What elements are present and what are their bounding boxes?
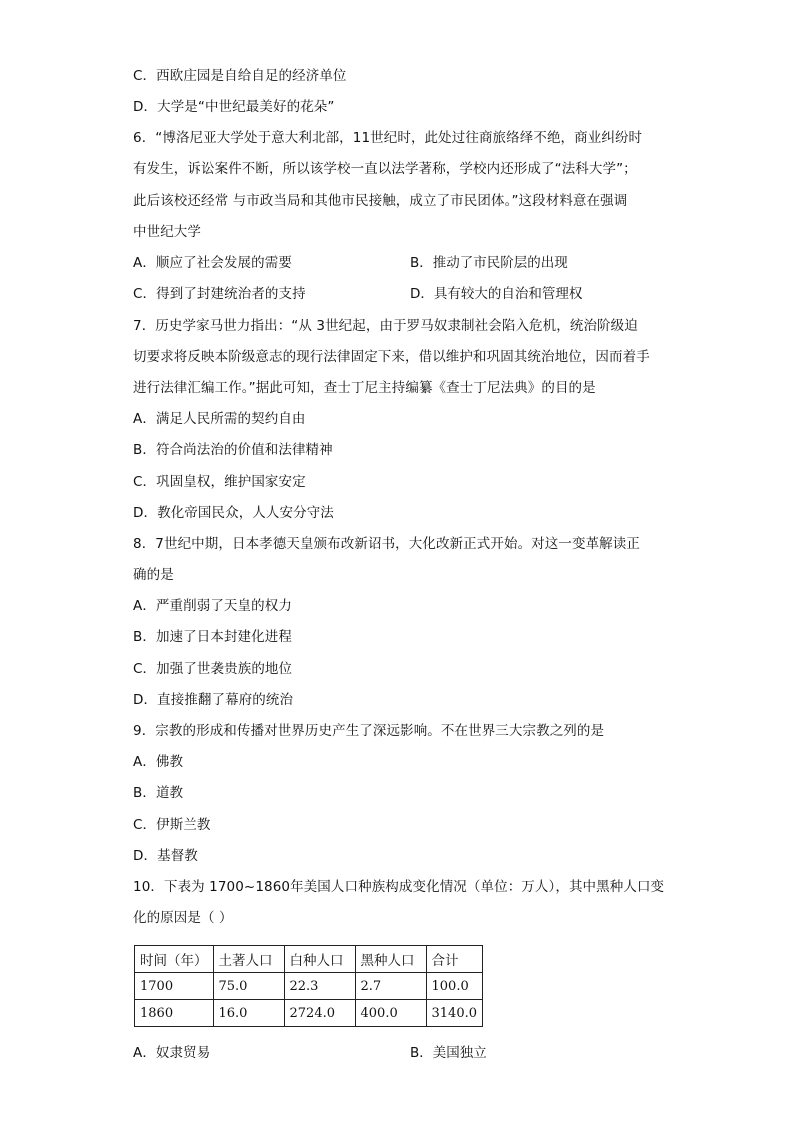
table-cell: 2724.0 — [284, 1000, 355, 1027]
table-row — [135, 1000, 483, 1027]
q8-stem-line-2: 确的是 — [133, 567, 174, 583]
q9-option-d: D．基督教 — [133, 848, 198, 864]
q5-option-d: D．大学是“中世纪最美好的花朵” — [133, 99, 335, 115]
q7-stem-line-2: 切要求将反映本阶级意志的现行法律固定下来，借以维护和巩固其统治地位，因而着手 — [133, 349, 650, 365]
population-table — [134, 945, 483, 1027]
table-header-cell: 合计 — [426, 946, 483, 973]
table-cell: 400.0 — [355, 1000, 426, 1027]
q6-stem-line-2: 有发生，诉讼案件不断，所以该学校一直以法学著称，学校内还形成了“法科大学”； — [133, 161, 637, 177]
q10-stem-line-2: 化的原因是（ ） — [133, 910, 233, 926]
table-header-cell: 黑种人口 — [355, 946, 426, 973]
q6-stem-line-4: 中世纪大学 — [133, 224, 201, 240]
q10-stem-line-1: 10．下表为 1700~1860年美国人口种族构成变化情况（单位：万人），其中黑种人口变 — [133, 879, 665, 895]
table-cell: 2.7 — [355, 973, 426, 1000]
q7-option-d: D．教化帝国民众，人人安分守法 — [133, 505, 334, 521]
q9-option-a: A．佛教 — [133, 754, 184, 770]
q5-option-c: C．西欧庄园是自给自足的经济单位 — [133, 68, 347, 84]
table-header-row — [135, 946, 483, 973]
q7-stem-line-3: 进行法律汇编工作。”据此可知，查士丁尼主持编纂《查士丁尼法典》的目的是 — [133, 380, 596, 396]
q6-option-c: C．得到了封建统治者的支持 — [133, 286, 306, 302]
table-row — [135, 973, 483, 1000]
q10-option-a: A．奴隶贸易 — [133, 1045, 211, 1061]
table-cell: 1860 — [135, 1000, 214, 1027]
q6-stem-line-1: 6．“博洛尼亚大学处于意大利北部，11世纪时，此处过往商旅络绎不绝，商业纠纷时 — [133, 130, 643, 146]
q8-option-a: A．严重削弱了天皇的权力 — [133, 598, 292, 614]
q6-option-a: A．顺应了社会发展的需要 — [133, 255, 292, 271]
table-header-cell: 土著人口 — [213, 946, 284, 973]
table-cell: 100.0 — [426, 973, 483, 1000]
q6-option-d: D．具有较大的自治和管理权 — [410, 286, 583, 302]
q7-option-a: A．满足人民所需的契约自由 — [133, 411, 306, 427]
q10-option-b: B．美国独立 — [410, 1045, 487, 1061]
table-cell: 1700 — [135, 973, 214, 1000]
q7-stem-line-1: 7．历史学家马世力指出：“从 3世纪起，由于罗马奴隶制社会陷入危机，统治阶级迫 — [133, 318, 638, 334]
table-header-cell: 白种人口 — [284, 946, 355, 973]
q8-option-c: C．加强了世袭贵族的地位 — [133, 661, 293, 677]
q8-stem-line-1: 8．7世纪中期，日本孝德天皇颁布改新诏书，大化改新正式开始。对这一变革解读正 — [133, 536, 640, 552]
q6-option-b: B．推动了市民阶层的出现 — [410, 255, 568, 271]
q9-stem-line-1: 9．宗教的形成和传播对世界历史产生了深远影响。不在世界三大宗教之列的是 — [133, 723, 605, 739]
table-header-cell: 时间（年） — [135, 946, 214, 973]
q9-option-b: B．道教 — [133, 785, 184, 801]
table-cell: 75.0 — [213, 973, 284, 1000]
table-cell: 16.0 — [213, 1000, 284, 1027]
q8-option-d: D．直接推翻了幕府的统治 — [133, 692, 294, 708]
q6-stem-line-3: 此后该校还经常 与市政当局和其他市民接触，成立了市民团体。”这段材料意在强调 — [133, 193, 628, 209]
q8-option-b: B．加速了日本封建化进程 — [133, 629, 292, 645]
q7-option-c: C．巩固皇权，维护国家安定 — [133, 474, 306, 490]
q9-option-c: C．伊斯兰教 — [133, 817, 211, 833]
table-cell: 22.3 — [284, 973, 355, 1000]
table-cell: 3140.0 — [426, 1000, 483, 1027]
q7-option-b: B．符合尚法治的价值和法律精神 — [133, 442, 333, 458]
